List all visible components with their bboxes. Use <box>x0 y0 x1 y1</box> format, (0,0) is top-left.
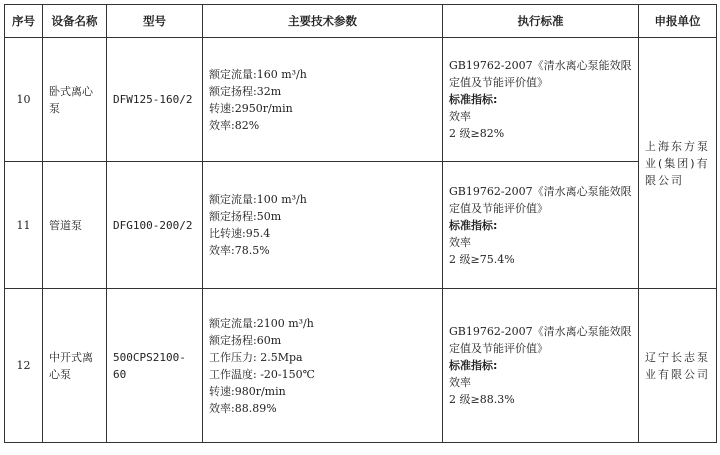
row-number: 12 <box>5 289 43 443</box>
standard-cell <box>443 162 639 289</box>
table-header-row <box>5 5 717 38</box>
param-line: 额定流量:2100 m³/h <box>209 316 314 330</box>
indicator-label: 标准指标: <box>449 218 498 232</box>
tech-params <box>203 162 443 289</box>
tech-params <box>203 38 443 162</box>
equipment-name: 中开式离心泵 <box>43 289 107 443</box>
indicator-label: 标准指标: <box>449 93 498 106</box>
header-params: 主要技术参数 <box>203 5 443 38</box>
indicator-line: 2 级≥88.3% <box>449 393 515 406</box>
param-line: 转速:980r/min <box>209 384 286 398</box>
param-line: 比转速:95.4 <box>209 227 271 240</box>
header-no: 序号 <box>5 5 43 38</box>
param-line: 转速:2950r/min <box>209 101 293 115</box>
table-row <box>5 289 717 443</box>
indicator-line: 2 级≥82% <box>449 127 505 140</box>
standard-text: GB19762-2007《清水离心泵能效限定值及节能评价值》 <box>449 184 632 215</box>
param-line: 额定流量:100 m³/h <box>209 193 307 206</box>
table-row <box>5 38 717 162</box>
param-line: 额定扬程:32m <box>209 84 282 98</box>
tech-params <box>203 289 443 443</box>
model-number: DFW125-160/2 <box>107 38 203 162</box>
equipment-name: 卧式离心泵 <box>43 38 107 162</box>
standard-cell <box>443 289 639 443</box>
model-number: DFG100-200/2 <box>107 162 203 289</box>
param-line: 效率:82% <box>209 118 260 132</box>
header-name: 设备名称 <box>43 5 107 38</box>
equipment-table <box>4 4 717 443</box>
indicator-line: 效率 <box>449 235 471 249</box>
model-number: 500CPS2100-60 <box>107 289 203 443</box>
header-standard: 执行标准 <box>443 5 639 38</box>
standard-text: GB19762-2007《清水离心泵能效限定值及节能评价值》 <box>449 59 632 89</box>
indicator-label: 标准指标: <box>449 359 498 372</box>
equipment-name: 管道泵 <box>43 162 107 289</box>
row-number: 11 <box>5 162 43 289</box>
indicator-line: 2 级≥75.4% <box>449 252 515 266</box>
param-line: 额定扬程:50m <box>209 210 282 223</box>
header-model: 型号 <box>107 5 203 38</box>
param-line: 效率:78.5% <box>209 244 270 257</box>
table-row <box>5 162 717 289</box>
standard-text: GB19762-2007《清水离心泵能效限定值及节能评价值》 <box>449 325 632 355</box>
standard-cell <box>443 38 639 162</box>
param-line: 工作温度: -20-150℃ <box>209 367 315 381</box>
param-line: 效率:88.89% <box>209 401 277 415</box>
applicant-unit: 上海东方泵业(集团)有限公司 <box>639 38 717 289</box>
applicant-unit: 辽宁长志泵业有限公司 <box>639 289 717 443</box>
indicator-line: 效率 <box>449 376 471 389</box>
param-line: 额定流量:160 m³/h <box>209 67 307 81</box>
row-number: 10 <box>5 38 43 162</box>
header-unit: 申报单位 <box>639 5 717 38</box>
indicator-line: 效率 <box>449 110 471 123</box>
param-line: 额定扬程:60m <box>209 333 282 347</box>
param-line: 工作压力: 2.5Mpa <box>209 350 303 364</box>
